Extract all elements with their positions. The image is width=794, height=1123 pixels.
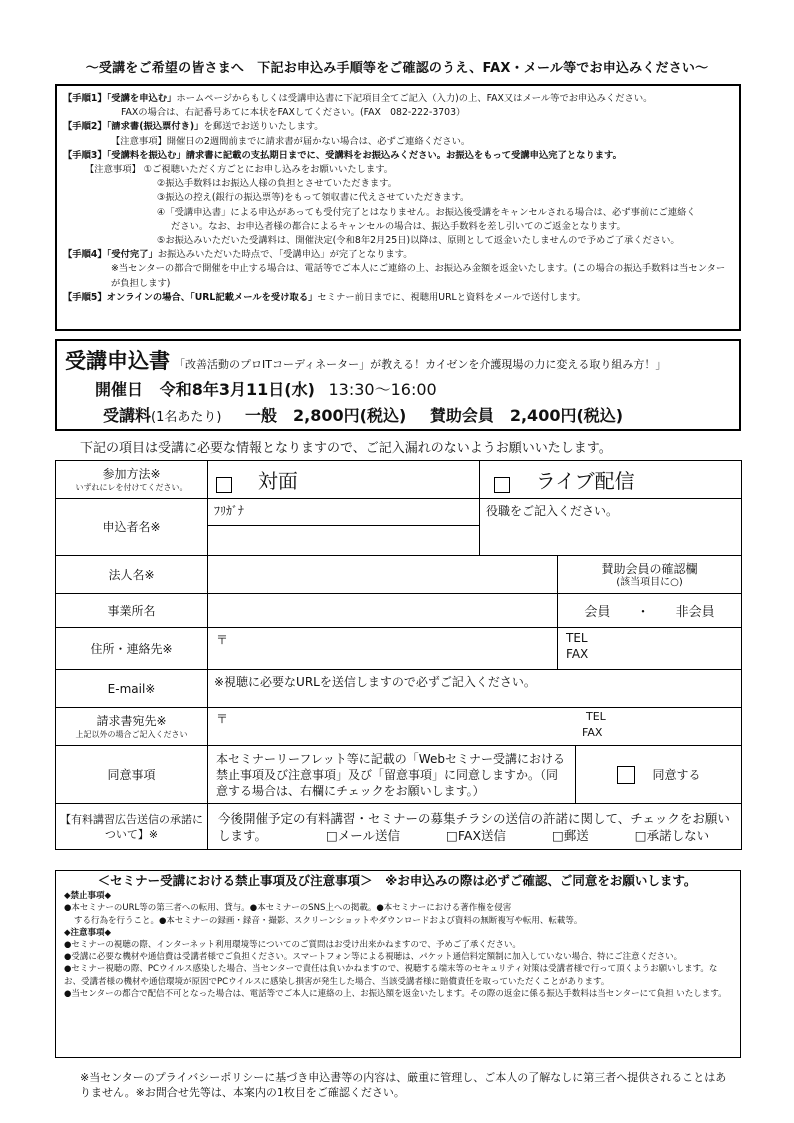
caution-4: ●当センターの都合で配信不可となった場合は、電話等でご本人に連絡の上、お振込額を返金いたします。その際の返金に係る振込手数料は当センターにて負担 いたします。 — [64, 988, 727, 999]
member-check-cell — [558, 556, 742, 594]
consent-label: 同意事項 — [56, 746, 208, 804]
step3-text: 請求書に記載の支払期日までに、受講料をお振込みください。お振込をもって受講申込完了となります。 — [185, 149, 622, 161]
privacy-footer: ※当センターのプライバシーポリシーに基づき申込書等の内容は、厳重に管理し、ご本人の了解なしに第三者へ提供されることはありません。※お問合せ先等は、本案内の1枚目をご確認ください。 — [80, 1071, 727, 1099]
live-checkbox[interactable] — [494, 477, 510, 493]
method-label-cell — [56, 461, 208, 499]
date-value: 令和8年3月11日(水) — [159, 380, 315, 399]
ad-label: 【有料講習広告送信の承諾について】※ — [56, 804, 208, 850]
method-inperson: 対面 — [257, 469, 298, 493]
ad-consent-cell — [208, 804, 742, 850]
ad-opt-decline[interactable]: □承諾しない — [634, 827, 710, 843]
position-field[interactable] — [480, 499, 742, 556]
email-label: E-mail※ — [56, 670, 208, 708]
method-label: 参加方法※ — [102, 467, 161, 481]
furigana-field[interactable] — [208, 499, 480, 526]
method-sub: いずれにレを付けてください。 — [75, 483, 188, 492]
step2-head: 【手順2】「請求書(振込票付き)」 — [63, 121, 204, 133]
caution-title: ◆注意事項◆ — [64, 927, 112, 938]
invoice-tel: TEL — [586, 710, 606, 723]
step2-note: 【注意事項】開催日の2週間前までに請求書が届かない場合は、必ずご連絡ください。 — [111, 135, 471, 147]
invoice-label: 請求書宛先※ — [96, 714, 167, 728]
caution-1: ●セミナーの視聴の際、インターネット利用環境等についてのご質問はお受け出来かねますので、予めご了承ください。 — [64, 940, 521, 951]
invoice-field[interactable] — [208, 708, 742, 746]
member-yes[interactable]: 会員 — [584, 605, 611, 620]
postal-mark: 〒 — [216, 633, 229, 647]
applicant-name-field[interactable] — [208, 526, 480, 556]
step2-text: を郵送でお送りいたします。 — [203, 121, 324, 133]
consent-check-cell[interactable] — [576, 746, 742, 804]
step1-text: ホームページからもしくは受講申込書に下記項目全てご記入（入力)の上、FAX又はメール等でお申込みください。 — [176, 93, 653, 104]
prohibited-1: ●本セミナーのURL等の第三者への転用、貸与。●本セミナーのSNS上への掲載。●本セミナーにおける著作権を侵害 — [64, 903, 512, 914]
corp-name-field[interactable] — [208, 556, 558, 594]
member-no[interactable]: 非会員 — [675, 605, 715, 620]
inperson-checkbox[interactable] — [216, 477, 232, 493]
time-value: 13:30～16:00 — [328, 380, 437, 399]
step4-text: お振込みいただいた時点で、「受講申込」が完了となります。 — [157, 249, 413, 261]
invoice-label-cell — [56, 708, 208, 746]
application-steps — [55, 84, 741, 331]
step3-note5: ⑤お振込みいただいた受講料は、開催決定(令和8年2月25日)以降は、原則として返金いたしませんので予めご了承ください。 — [157, 235, 680, 247]
application-title: 受講申込書 — [65, 349, 170, 373]
email-hint: ※視聴に必要なURLを送信しますので必ずご記入ください。 — [214, 675, 536, 689]
ad-opt-email[interactable]: □メール送信 — [326, 827, 401, 843]
method-inperson-cell[interactable] — [208, 461, 480, 499]
office-label: 事業所名 — [56, 594, 208, 628]
member-check-title: 賛助会員の確認欄 — [601, 562, 698, 576]
application-form — [55, 460, 742, 850]
step3-note4: ④「受講申込書」による申込があっても受付完了とはなりません。お振込後受講をキャンセルされる場合は、必ず事前にご連絡く — [157, 206, 696, 218]
position-hint: 役職をご記入ください。 — [486, 504, 619, 518]
date-label: 開催日 — [95, 380, 144, 399]
caution-2: ●受講に必要な機材や通信費は受講者様でご負担ください。スマートフォン等による視聴は、パケット通信料定額制に加入していない場合、特にご注意ください。 — [64, 952, 683, 963]
step1-head: 【手順1】「受講を申込む」 — [63, 93, 177, 104]
step3-note4b: ださい。なお、お申込者様の都合によるキャンセルの場合は、振込手数料を差し引いてのご返金となります。 — [171, 220, 626, 232]
fee-unit: (1名あたり) — [151, 410, 222, 425]
address-field[interactable] — [208, 628, 558, 670]
caution-3: ●セミナー視聴の際、PCウイルス感染した場合、当センターで責任は負いかねますので、視聴する端末等のセキュリティ対策は受講者様で行って頂くようお願いします。なお、受講者様の機材や通信環境が原因でPCウイルスに感染し損害が発生した場合、当該受講者様に賠償責任を取っていただくことがあります。 — [64, 964, 718, 987]
member-dot: ・ — [636, 605, 650, 620]
furigana-label: ﾌﾘｶﾞﾅ — [214, 504, 245, 518]
fee-general: 一般 2,800円(税込) — [245, 406, 407, 425]
fee-member: 賛助会員 2,400円(税込) — [429, 406, 624, 425]
ad-opt-fax[interactable]: □FAX送信 — [446, 827, 507, 843]
member-check-sub: (該当項目に○) — [616, 577, 683, 588]
ad-text: 今後開催予定の有料講習・セミナーの募集チラシの送信の許諾に関して、チェックをお願いします。 — [218, 810, 730, 843]
address-label: 住所・連絡先※ — [56, 628, 208, 670]
contact-field[interactable] — [558, 628, 742, 670]
step3-note3: ③振込の控え(銀行の振込票等)をもって領収書に代えさせていただきます。 — [157, 192, 470, 204]
method-live-cell[interactable] — [480, 461, 742, 499]
fax-label: FAX — [566, 647, 589, 661]
consent-checkbox[interactable] — [617, 766, 635, 784]
form-notice: 下記の項目は受講に必要な情報となりますので、ご記入漏れのないようお願いいたします。 — [80, 441, 612, 456]
email-field[interactable] — [208, 670, 742, 708]
seminar-title: 「改善活動のプロITコーディネーター」が教える！カイゼンを介護現場の力に変える取り組み方！」 — [174, 358, 667, 371]
prohibited-1b: する行為を行うこと。●本セミナーの録画・録音・撮影、スクリーンショットやダウンロードおよび資料の無断複写や転用、転載等。 — [74, 915, 583, 926]
application-header — [55, 339, 741, 431]
corp-label: 法人名※ — [56, 556, 208, 594]
rules-heading: ＜セミナー受講における禁止事項及び注意事項＞ ※お申込みの際は必ずご確認、ご同意をお願いします。 — [97, 873, 697, 888]
invoice-sub: 上記以外の場合ご記入ください — [75, 730, 188, 739]
step3-note2: ②振込手数料はお振込人様の負担とさせていただきます。 — [157, 178, 398, 190]
invoice-postal: 〒 — [216, 712, 229, 726]
step3-note1: ①ご視聴いただく方ごとにお申し込みをお願いいたします。 — [143, 164, 394, 176]
step3-head: 【手順3】「受講料を振込む」 — [63, 149, 186, 161]
applicant-label: 申込者名※ — [56, 499, 208, 556]
step1-fax: FAXの場合は、右記番号あてに本状をFAXしてください。(FAX 082-222-3703） — [121, 107, 466, 119]
step5-text: セミナー前日までに、視聴用URLと資料をメールで送付します。 — [317, 291, 586, 303]
invoice-fax: FAX — [582, 726, 603, 739]
consent-agree: 同意する — [652, 767, 701, 782]
step4-head: 【手順4】「受付完了」 — [63, 249, 158, 261]
page-heading: ～受講をご希望の皆さまへ 下記お申込み手順等をご確認のうえ、FAX・メール等でお申込みください～ — [85, 61, 709, 76]
rules-box — [55, 870, 741, 1058]
prohibited-title: ◆禁止事項◆ — [64, 891, 112, 902]
step3-note-label: 【注意事項】 — [85, 164, 141, 176]
tel-label: TEL — [566, 631, 588, 645]
office-name-field[interactable] — [208, 594, 558, 628]
method-live: ライブ配信 — [535, 469, 635, 493]
consent-text: 本セミナーリーフレット等に記載の「Webセミナー受講における禁止事項及び注意事項」及び「留意事項」に同意しますか。（同意する場合は、右欄にチェックをお願いします。） — [208, 746, 576, 804]
member-select[interactable] — [558, 594, 742, 628]
step5-head: 【手順5】オンラインの場合、「URL記載メールを受け取る」 — [63, 291, 318, 303]
fee-label: 受講料 — [103, 406, 152, 425]
ad-opt-mail[interactable]: □郵送 — [552, 827, 589, 843]
step4-note: ※当センターの都合で開催を中止する場合は、電話等でご本人にご連絡の上、お振込み金額を返金いたします。(この場合の振込手数料は当センターが負担します) — [111, 263, 726, 289]
